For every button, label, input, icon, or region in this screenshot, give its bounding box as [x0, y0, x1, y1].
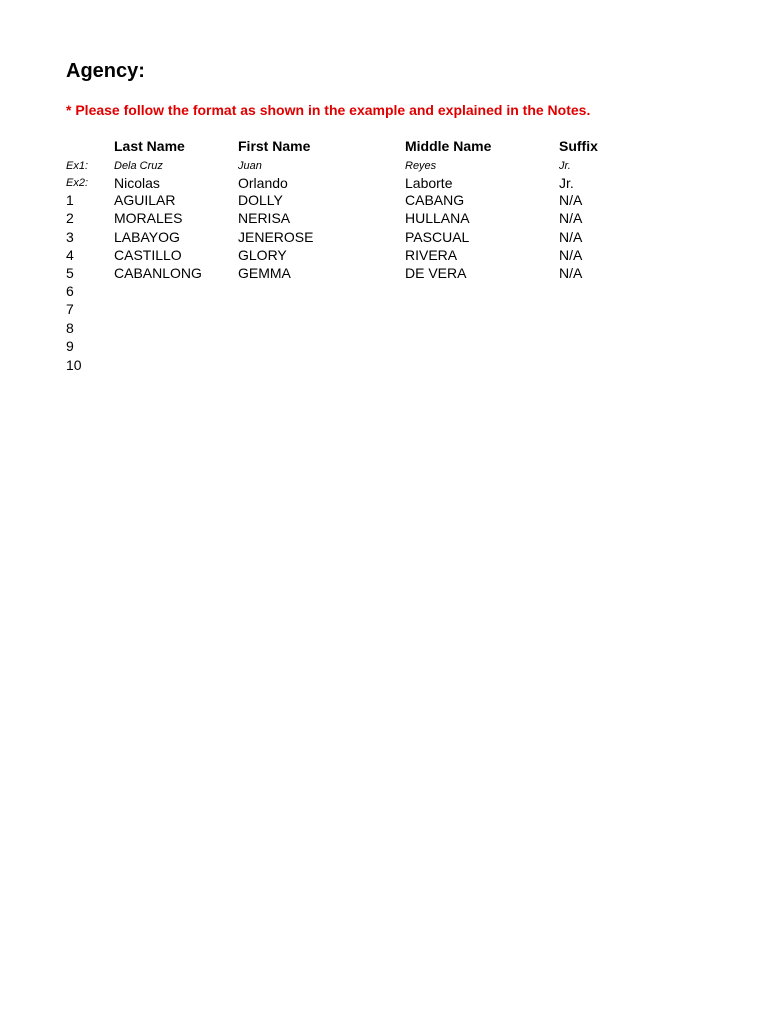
- cell-first-name: JENEROSE: [238, 229, 314, 245]
- cell-suffix: N/A: [559, 247, 583, 263]
- row-number: 3: [66, 229, 74, 245]
- cell-first-name: Juan: [238, 160, 262, 172]
- cell-suffix: N/A: [559, 229, 583, 245]
- row-number: 8: [66, 320, 74, 336]
- cell-suffix: Jr.: [559, 160, 571, 172]
- table-row: [0, 356, 768, 374]
- row-number: 2: [66, 210, 74, 226]
- cell-last-name: AGUILAR: [114, 192, 176, 208]
- cell-first-name: Orlando: [238, 175, 288, 191]
- header-suffix: Suffix: [559, 138, 598, 154]
- cell-last-name: LABAYOG: [114, 229, 180, 245]
- cell-first-name: GLORY: [238, 247, 287, 263]
- cell-first-name: GEMMA: [238, 265, 291, 281]
- row-number: 9: [66, 338, 74, 354]
- cell-suffix: N/A: [559, 265, 583, 281]
- cell-first-name: DOLLY: [238, 192, 283, 208]
- row-number: 4: [66, 247, 74, 263]
- row-number: Ex2:: [66, 177, 89, 189]
- row-number: 6: [66, 283, 74, 299]
- table-row: [0, 337, 768, 355]
- cell-middle-name: RIVERA: [405, 247, 458, 263]
- row-number: Ex1:: [66, 160, 89, 172]
- table-row: [0, 209, 768, 227]
- cell-middle-name: Laborte: [405, 175, 453, 191]
- cell-last-name: Dela Cruz: [114, 160, 163, 172]
- table-row: [0, 264, 768, 282]
- table-row-example-2: [0, 174, 768, 192]
- cell-middle-name: DE VERA: [405, 265, 467, 281]
- cell-last-name: Nicolas: [114, 175, 160, 191]
- table-row: [0, 191, 768, 209]
- cell-last-name: CASTILLO: [114, 247, 182, 263]
- cell-first-name: NERISA: [238, 210, 291, 226]
- header-middle-name: Middle Name: [405, 138, 492, 154]
- format-instruction: * Please follow the format as shown in the example and explained in the Notes.: [66, 102, 591, 118]
- table-row: [0, 246, 768, 264]
- row-number: 5: [66, 265, 74, 281]
- header-first-name: First Name: [238, 138, 311, 154]
- cell-last-name: MORALES: [114, 210, 183, 226]
- table-row: [0, 228, 768, 246]
- cell-suffix: Jr.: [559, 175, 574, 191]
- row-number: 1: [66, 192, 74, 208]
- cell-middle-name: HULLANA: [405, 210, 470, 226]
- table-row: [0, 300, 768, 318]
- cell-middle-name: Reyes: [405, 160, 437, 172]
- table-row-example-1: [0, 157, 768, 175]
- table-row: [0, 319, 768, 337]
- table-row: [0, 282, 768, 300]
- cell-suffix: N/A: [559, 192, 583, 208]
- cell-last-name: CABANLONG: [114, 265, 202, 281]
- cell-suffix: N/A: [559, 210, 583, 226]
- row-number: 10: [66, 357, 82, 373]
- cell-middle-name: PASCUAL: [405, 229, 470, 245]
- agency-label: Agency:: [66, 60, 145, 82]
- cell-middle-name: CABANG: [405, 192, 465, 208]
- row-number: 7: [66, 301, 74, 317]
- header-last-name: Last Name: [114, 138, 185, 154]
